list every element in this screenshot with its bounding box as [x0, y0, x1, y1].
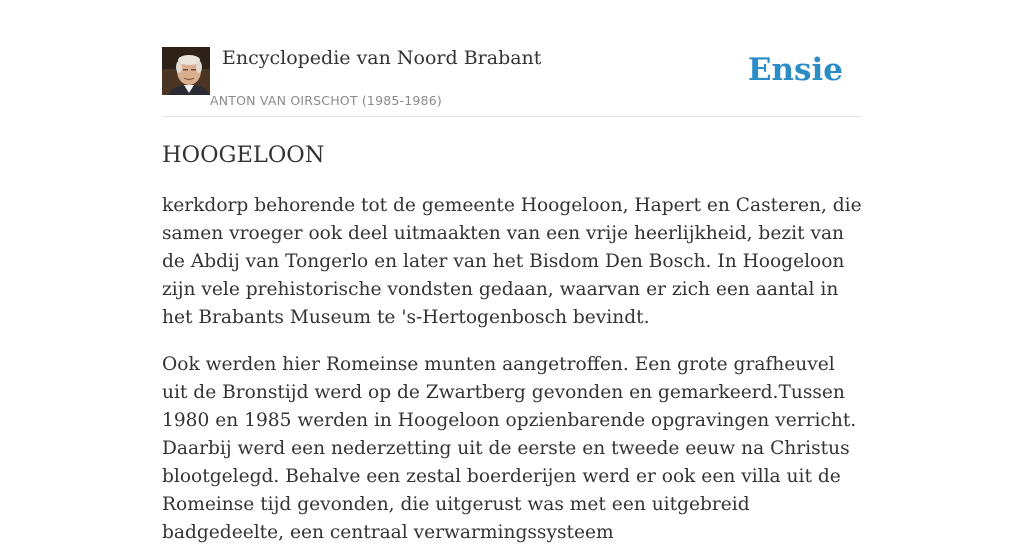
- site-title[interactable]: Encyclopedie van Noord Brabant: [222, 47, 542, 69]
- page-header: [162, 0, 862, 117]
- author-name[interactable]: ANTON VAN OIRSCHOT (1985-1986): [210, 93, 442, 108]
- author-portrait-icon: [162, 47, 210, 95]
- ensie-logo[interactable]: Ensie: [747, 52, 843, 88]
- author-avatar[interactable]: [162, 47, 210, 95]
- article-content: [162, 138, 862, 547]
- article-paragraph: kerkdorp behorende tot de gemeente Hoogeloon, Hapert en Casteren, die samen vroeger ook deel uitmaakten van een vrije heerlijkheid, bezit van de Abdij van Tongerlo en later van het Bisdom Den Bosch. In Hoogeloon zijn vele prehistorische vondsten gedaan, waarvan er zich een aantal in het Brabants Museum te 's-Hertogenbosch bevindt.: [162, 195, 862, 328]
- article-headword: HOOGELOON: [162, 142, 325, 168]
- article-paragraph: Ook werden hier Romeinse munten aangetroffen. Een grote grafheuvel uit de Bronstijd werd op de Zwartberg gevonden en gemarkeerd.Tussen 1980 en 1985 werden in Hoogeloon opzienbarende opgravingen verricht. Daarbij werd een nederzetting uit de eerste en tweede eeuw na Christus blootgelegd. Behalve een zestal boerderijen werd er ook een villa uit de Romeinse tijd gevonden, die uitgerust was met een uitgebreid badgedeelte, een centraal verwarmingssysteem: [162, 354, 857, 543]
